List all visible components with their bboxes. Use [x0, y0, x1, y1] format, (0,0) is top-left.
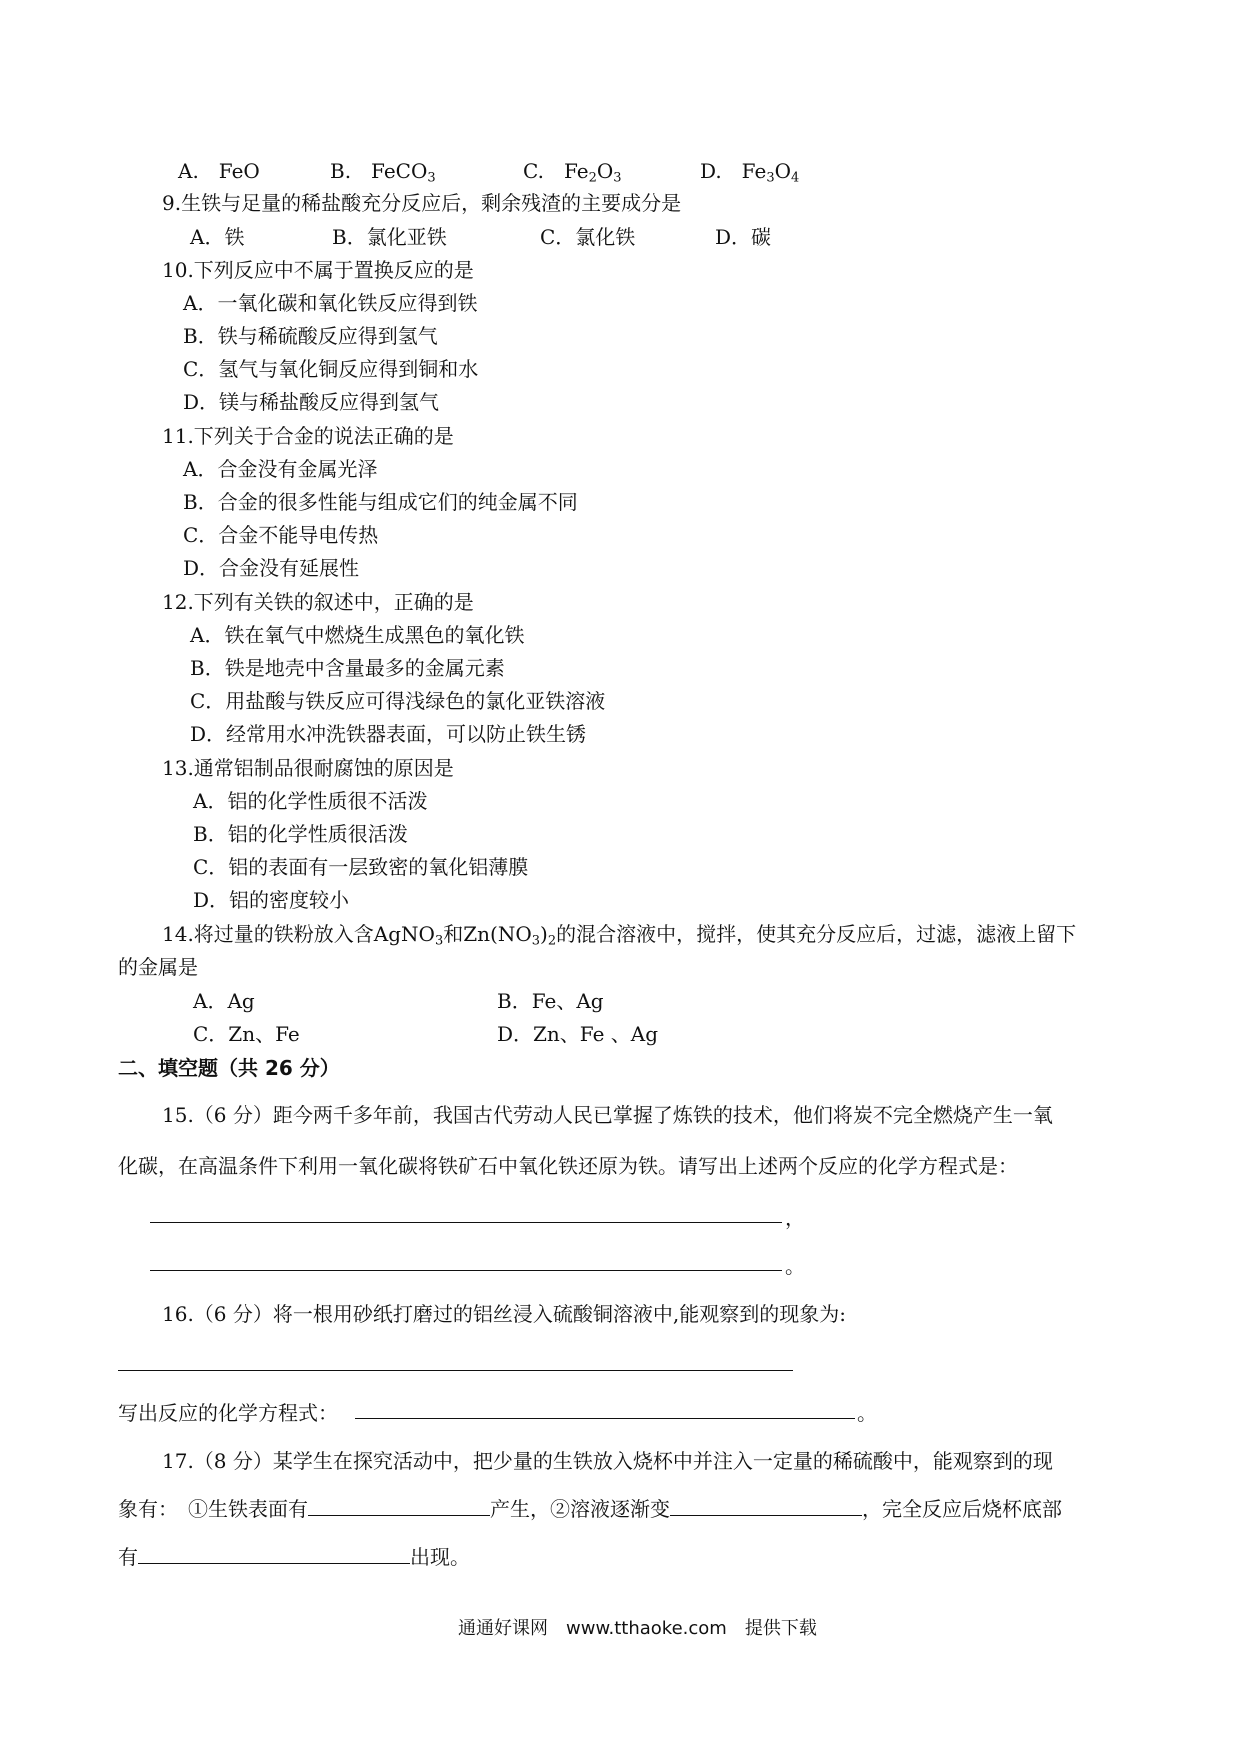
q8-option-c: C. $Fe_2O_3$ — [523, 159, 622, 186]
q17-text-line3: 有 出现。 — [118, 1545, 470, 1569]
q14-stem: 14.将过量的铁粉放入含AgNO$_3$和$Zn(NO_3)_2$的混合溶液中，搅拌，使其充分反应后，过滤，滤液上留下 — [162, 922, 1077, 949]
q8-option-d: D. $Fe_3O_4$ — [700, 159, 800, 186]
q12-option-a: A．铁在氧气中燃烧生成黑色的氧化铁 — [190, 623, 525, 647]
q10-stem: 10.下列反应中不属于置换反应的是 — [162, 258, 474, 282]
page-footer: 通通好课网 www.tthaoke.com 提供下载 — [458, 1618, 817, 1639]
q14-option-b: B．Fe、Ag — [497, 989, 604, 1013]
q9-option-a: A．铁 — [190, 225, 245, 249]
q17-blank-1[interactable] — [308, 1514, 490, 1516]
q15-text-line2: 化碳，在高温条件下利用一氧化碳将铁矿石中氧化铁还原为铁。请写出上述两个反应的化学方程式是： — [118, 1154, 1018, 1178]
q15-text-line1: 15.（6 分）距今两千多年前，我国古代劳动人民已掌握了炼铁的技术，他们将炭不完全燃烧产生一氧 — [162, 1103, 1053, 1127]
q11-option-b: B．合金的很多性能与组成它们的纯金属不同 — [183, 490, 578, 514]
q9-option-d: D．碳 — [715, 225, 772, 249]
q13-option-d: D．铝的密度较小 — [193, 888, 350, 912]
q13-option-b: B．铝的化学性质很活泼 — [193, 822, 408, 846]
q14-stem-continued: 的金属是 — [118, 955, 198, 979]
q13-option-a: A．铝的化学性质很不活泼 — [193, 789, 428, 813]
q17-text-line2: 象有： ①生铁表面有 产生，②溶液逐渐变 ，完全反应后烧杯底部 — [118, 1497, 1062, 1521]
q14-option-d: D．Zn、Fe 、Ag — [497, 1022, 659, 1046]
q10-option-a: A．一氧化碳和氧化铁反应得到铁 — [183, 291, 478, 315]
q14-option-a: A．Ag — [193, 989, 255, 1013]
q17-blank-2[interactable] — [670, 1514, 862, 1516]
q9-stem: 9.生铁与足量的稀盐酸充分反应后，剩余残渣的主要成分是 — [162, 191, 682, 215]
q9-option-b: B．氯化亚铁 — [332, 225, 447, 249]
q16-equation-punct: 。 — [857, 1401, 877, 1425]
q12-stem: 12.下列有关铁的叙述中，正确的是 — [162, 590, 474, 614]
q17-text-line1: 17.（8 分）某学生在探究活动中，把少量的生铁放入烧杯中并注入一定量的稀硫酸中，能观察到的现 — [162, 1449, 1053, 1473]
q16-equation-label: 写出反应的化学方程式： — [118, 1401, 338, 1425]
q12-option-c: C．用盐酸与铁反应可得浅绿色的氯化亚铁溶液 — [190, 689, 606, 713]
q12-option-b: B．铁是地壳中含量最多的金属元素 — [190, 656, 505, 680]
q10-option-b: B．铁与稀硫酸反应得到氢气 — [183, 324, 438, 348]
q14-option-c: C．Zn、Fe — [193, 1022, 300, 1046]
q13-stem: 13.通常铝制品很耐腐蚀的原因是 — [162, 756, 454, 780]
q8-option-b: B. FeCO$_3$ — [330, 159, 436, 186]
q15-blank2-punct: 。 — [785, 1254, 805, 1278]
q13-option-c: C．铝的表面有一层致密的氧化铝薄膜 — [193, 855, 529, 879]
q10-option-c: C．氢气与氧化铜反应得到铜和水 — [183, 357, 479, 381]
q15-blank1-punct: ， — [785, 1206, 805, 1230]
q17-blank-3[interactable] — [138, 1562, 410, 1564]
q11-option-a: A．合金没有金属光泽 — [183, 457, 378, 481]
q16-stem: 16.（6 分）将一根用砂纸打磨过的铝丝浸入硫酸铜溶液中,能观察到的现象为: — [162, 1302, 846, 1326]
q11-option-d: D．合金没有延展性 — [183, 556, 360, 580]
q8-option-a: A. FeO — [178, 159, 260, 183]
q15-answer-blank-2[interactable] — [150, 1270, 782, 1271]
q11-stem: 11.下列关于合金的说法正确的是 — [162, 424, 454, 448]
section-heading: 二、填空题（共 26 分） — [118, 1056, 340, 1080]
q16-observation-blank[interactable] — [118, 1370, 793, 1371]
q16-equation-blank[interactable] — [355, 1418, 855, 1419]
q15-answer-blank-1[interactable] — [150, 1222, 782, 1223]
q9-option-c: C．氯化铁 — [540, 225, 636, 249]
q12-option-d: D．经常用水冲洗铁器表面，可以防止铁生锈 — [190, 722, 587, 746]
q11-option-c: C．合金不能导电传热 — [183, 523, 379, 547]
q10-option-d: D．镁与稀盐酸反应得到氢气 — [183, 390, 440, 414]
